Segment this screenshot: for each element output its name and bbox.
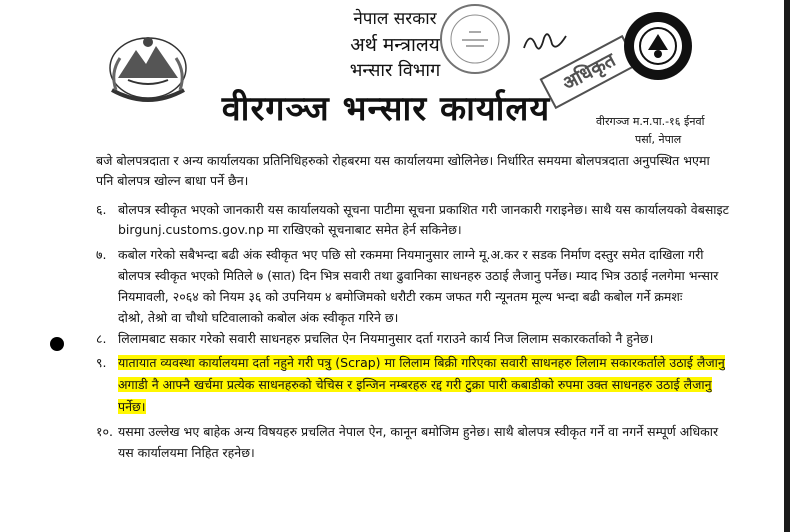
item-number: ९. (96, 355, 107, 370)
item-8-line-1: लिलामबाट सकार गरेको सवारी साधनहरु प्रचलित ऐन नियमानुसार दर्ता गराउने कार्य निज लिलाम सकारकर्ताको नै हुनेछ। (118, 331, 654, 346)
intro-line-2: पनि बोलपत्र खोल्न बाधा पर्ने छैन। (96, 173, 249, 188)
item-7-line-2: बोलपत्र स्वीकृत भएको मितिले ७ (सात) दिन भित्र सवारी तथा ढुवानिका साधनहरु उठाई लैजानु पर्नेछ। म्याद भित्र उठाई नलगेमा भन्सार (118, 268, 719, 283)
authorized-stamp: अधिकृत (540, 35, 639, 109)
item-9-line-2-highlighted: अगाडी नै आफ्नै खर्चमा प्रत्येक साधनहरुको चेचिस र इन्जिन नम्बरहरु रद्द गरी टुक्रा पारी कबाडीको रुपमा उक्त साधनहरु उठाई लैजानु (118, 377, 712, 392)
office-title: वीरगञ्ज भन्सार कार्यालय (221, 89, 551, 129)
item-number: १०. (96, 424, 113, 439)
government-name: नेपाल सरकार (353, 9, 437, 29)
item-number: ८. (96, 331, 107, 346)
ministry-name: अर्थ मन्त्रालय (350, 34, 440, 56)
scan-border (784, 0, 790, 532)
item-9-line-1-highlighted: यातायात व्यवस्था कार्यालयमा दर्ता नहुने गरी पत्रु (Scrap) मा लिलाम बिक्री गरिएका सवारी साधनहरु लिलाम सकारकर्ताले उठाई लैजानु (118, 355, 725, 370)
office-location: पर्सा, नेपाल (635, 133, 682, 146)
item-9-line-3-highlighted: पर्नेछ। (118, 399, 146, 414)
nepal-customs-logo-icon (622, 10, 694, 82)
item-6-line-1: बोलपत्र स्वीकृत भएको जानकारी यस कार्यालयको सूचना पाटीमा सूचना प्रकाशित गरी जानकारी गराइनेछ। साथै यस कार्यालयको वेबसाइट (118, 202, 729, 217)
item-6-line-2: birgunj.customs.gov.np मा राखिएको सूचनाबाट समेत हेर्न सकिनेछ। (118, 222, 462, 237)
margin-dot (50, 337, 64, 351)
department-name: भन्सार विभाग (349, 60, 441, 81)
item-7-line-1: कबोल गरेको सबैभन्दा बढी अंक स्वीकृत भए पछि सो रकममा नियमानुसार लाग्ने मू.अ.कर र सडक निर्माण दस्तुर समेत दाखिला गरी (118, 247, 704, 262)
item-7-line-3: नियमावली, २०६४ को नियम ३६ को उपनियम ४ बमोजिमको धरौटी रकम जफत गरी न्यूनतम मूल्य भन्दा बढी कबोल गर्ने क्रमशः (118, 289, 683, 304)
office-reference: वीरगञ्ज म.न.पा.-१६ ईनर्वा (596, 115, 705, 128)
item-7-line-4: दोश्रो, तेश्रो वा चौथो घटिवालाको कबोल अंक स्वीकृत गरिने छ। (118, 310, 399, 325)
item-number: ७. (96, 247, 107, 262)
item-10-line-2: यस कार्यालयमा निहित रहनेछ। (118, 445, 255, 460)
signature-icon (520, 28, 570, 56)
round-seal-icon (436, 0, 514, 78)
item-number: ६. (96, 202, 107, 217)
intro-line-1: बजे बोलपत्रदाता र अन्य कार्यालयका प्रतिनिधिहरुको रोहबरमा यस कार्यालयमा खोलिनेछ। निर्धारित समयमा बोलपत्रदाता अनुपस्थित भएमा (96, 153, 710, 168)
item-10-line-1: यसमा उल्लेख भए बाहेक अन्य विषयहरु प्रचलित नेपाल ऐन, कानून बमोजिम हुनेछ। साथै बोलपत्र स्वीकृत गर्ने वा नगर्ने सम्पूर्ण अधिकार (118, 424, 719, 439)
